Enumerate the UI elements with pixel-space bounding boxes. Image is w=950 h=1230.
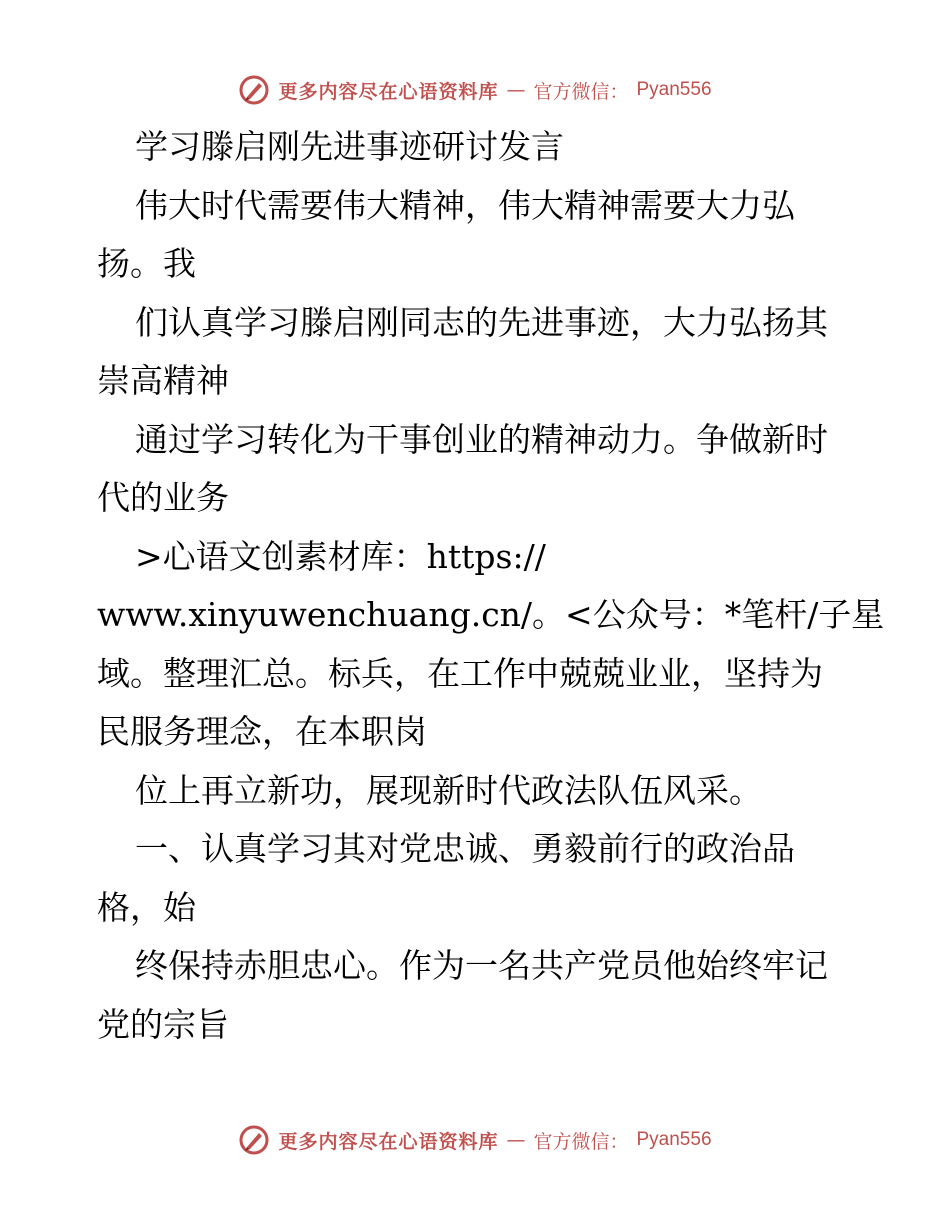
paragraph-line: 通过学习转化为干事创业的精神动力。争做新时 [135, 419, 828, 459]
source-link-line: >心语文创素材库：https:// [135, 536, 546, 576]
banner-dash: — [506, 79, 526, 101]
paragraph-line: 崇高精神 [97, 361, 229, 400]
url-line: www.xinyuwenchuang.cn/。<公众号：*笔杆/子星 [97, 595, 885, 634]
banner-wechat-label: 官方微信： [533, 1130, 629, 1153]
paragraph-line: 格，始 [97, 887, 196, 927]
paragraph-line: 们认真学习滕启刚同志的先进事迹，大力弘扬其 [135, 302, 828, 342]
paragraph-line: 民服务理念，在本职岗 [97, 712, 427, 751]
paragraph-line: 代的业务 [97, 478, 229, 517]
header-banner [0, 70, 950, 110]
paragraph-line: 终保持赤胆忠心。作为一名共产党员他始终牢记 [135, 946, 828, 985]
document-title: 学习滕启刚先进事迹研讨发言 [135, 127, 564, 166]
banner-wechat-id: Pyan556 [636, 1129, 712, 1150]
section-heading-line: 一、认真学习其对党忠诚、勇毅前行的政治品 [135, 829, 795, 868]
banner-wechat-label: 官方微信： [533, 80, 629, 103]
paragraph-line: 位上再立新功，展现新时代政法队伍风采。 [135, 770, 762, 810]
document-body [97, 118, 885, 1054]
banner-dash: — [506, 1129, 526, 1151]
paragraph-line: 伟大时代需要伟大精神，伟大精神需要大力弘 [135, 185, 795, 225]
pen-logo-icon [238, 1124, 270, 1156]
banner-text: 更多内容尽在心语资料库 [278, 1130, 499, 1153]
banner-wechat-id: Pyan556 [636, 79, 712, 100]
pen-logo-icon [238, 74, 270, 106]
paragraph-line: 党的宗旨 [97, 1004, 229, 1044]
paragraph-line: 域。整理汇总。标兵，在工作中兢兢业业，坚持为 [97, 653, 823, 693]
banner-text: 更多内容尽在心语资料库 [278, 80, 499, 103]
footer-banner [0, 1120, 950, 1160]
paragraph-line: 扬。我 [97, 244, 196, 283]
